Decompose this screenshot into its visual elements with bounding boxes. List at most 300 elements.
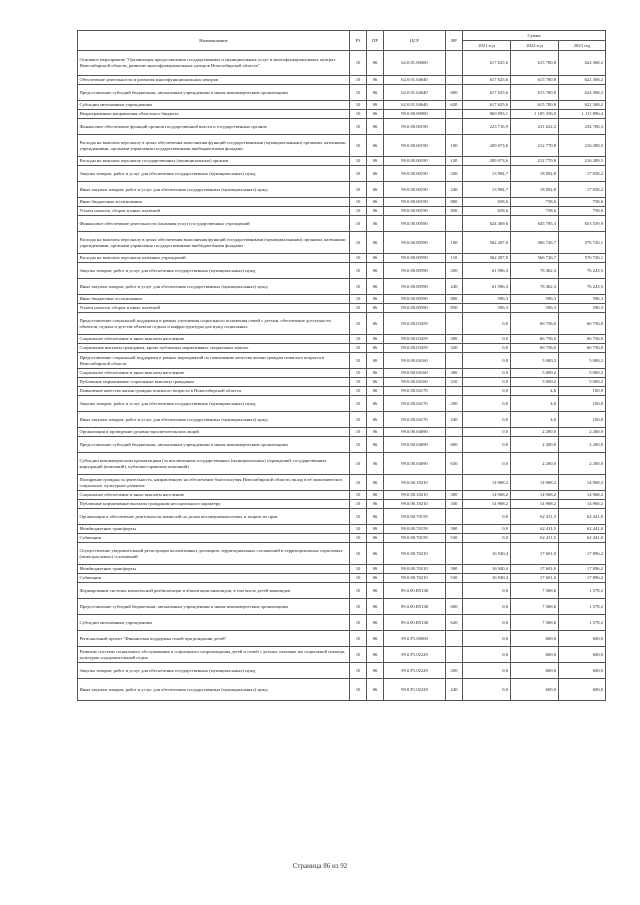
cell-rz: 10 [350, 500, 367, 509]
cell-csr: 99.0.00.18210 [384, 500, 446, 509]
cell-pr: 06 [367, 500, 384, 509]
cell-pr: 06 [367, 232, 384, 254]
cell-vr: 620 [446, 615, 463, 631]
cell-pr: 06 [367, 437, 384, 453]
cell-year-3: 622 368,2 [559, 76, 606, 85]
table-row [78, 216, 606, 232]
cell-vr: 850 [446, 304, 463, 313]
cell-csr: 99.0.00.R5140 [384, 615, 446, 631]
cell-vr: 300 [446, 335, 463, 344]
cell-pr: 06 [367, 101, 384, 110]
table-row [78, 157, 606, 166]
table-row [78, 335, 606, 344]
cell-pr: 06 [367, 157, 384, 166]
cell-pr: 06 [367, 599, 384, 615]
cell-year-1: 562 287,0 [463, 232, 511, 254]
cell-rz: 10 [350, 679, 367, 701]
cell-csr: 99.0.00.00590 [384, 216, 446, 232]
cell-year-1: 13 984,7 [463, 182, 511, 198]
cell-vr: 620 [446, 101, 463, 110]
cell-pr: 06 [367, 76, 384, 85]
cell-vr: 110 [446, 254, 463, 263]
cell-year-2: 4,6 [511, 396, 559, 412]
cell-vr: 200 [446, 263, 463, 279]
cell-year-3: 596,3 [559, 304, 606, 313]
table-row [78, 647, 606, 663]
table-row [78, 543, 606, 565]
cell-year-3: 2 200,0 [559, 453, 606, 475]
cell-vr [446, 110, 463, 119]
cell-name: Закупка товаров, работ и услуг для обеспечения государственных (муниципальных) нужд [78, 663, 350, 679]
cell-vr: 200 [446, 396, 463, 412]
cell-rz: 10 [350, 453, 367, 475]
cell-pr: 06 [367, 216, 384, 232]
cell-name: Социальное обеспечение и иные выплаты населению [78, 335, 350, 344]
cell-rz: 10 [350, 263, 367, 279]
cell-year-1: 0,0 [463, 353, 511, 369]
cell-vr [446, 543, 463, 565]
cell-year-1: 0,0 [463, 647, 511, 663]
cell-year-3: 2 200,0 [559, 437, 606, 453]
cell-year-1: 14 968,2 [463, 491, 511, 500]
cell-pr: 06 [367, 647, 384, 663]
cell-rz: 10 [350, 254, 367, 263]
cell-year-2: 62 411,5 [511, 534, 559, 543]
cell-year-3: 600,0 [559, 631, 606, 647]
cell-vr: 240 [446, 412, 463, 428]
cell-year-3: 62 441,0 [559, 534, 606, 543]
cell-name: Публичные нормативные выплаты гражданам несоциального характера [78, 500, 350, 509]
cell-name: Развитие системы социального обслуживания и социального сопровождения детей и семей с детьми, оказание им социальной помощи, культурно-оздоровительный отдых [78, 647, 350, 663]
cell-year-1: 0,0 [463, 412, 511, 428]
table-row [78, 344, 606, 353]
cell-rz: 10 [350, 378, 367, 387]
cell-year-1: 0,0 [463, 313, 511, 335]
cell-year-1: 562 287,0 [463, 254, 511, 263]
cell-vr [446, 647, 463, 663]
cell-name: Основное мероприятие "Организация предоставления государственных и муниципальных услуг в многофункциональных центрах Новосибирской области, развитие многофункциональных центров Новосибирской области" [78, 51, 350, 76]
cell-year-1: 14 968,2 [463, 500, 511, 509]
cell-name: Предоставление социальной поддержки в рамках мероприятий по повышению качества жизни граждан пожилого возраста в Новосибирской области [78, 353, 350, 369]
cell-pr: 06 [367, 166, 384, 182]
cell-year-2: 17 601,0 [511, 565, 559, 574]
cell-vr [446, 51, 463, 76]
cell-year-2: 78 462,3 [511, 263, 559, 279]
cell-csr: 99.0.00.70210 [384, 565, 446, 574]
cell-vr: 100 [446, 135, 463, 157]
cell-vr [446, 353, 463, 369]
cell-vr: 200 [446, 166, 463, 182]
cell-year-3: 76 243,5 [559, 263, 606, 279]
cell-pr: 06 [367, 198, 384, 207]
cell-year-1: 617 625,6 [463, 51, 511, 76]
cell-csr: 99.0.00.04160 [384, 369, 446, 378]
cell-name: Закупка товаров, работ и услуг для обеспечения государственных (муниципальных) нужд [78, 263, 350, 279]
cell-vr [446, 119, 463, 135]
header-name: Наименование [78, 31, 350, 51]
cell-year-2: 7 366,6 [511, 599, 559, 615]
cell-year-3: 5 000,2 [559, 369, 606, 378]
cell-rz: 10 [350, 344, 367, 353]
cell-year-2: 758,6 [511, 207, 559, 216]
cell-csr: 99.0.00.03459 [384, 344, 446, 353]
cell-year-1: 0,0 [463, 631, 511, 647]
table-row [78, 574, 606, 583]
cell-year-3: 66 756,0 [559, 335, 606, 344]
cell-rz: 10 [350, 491, 367, 500]
cell-pr: 06 [367, 631, 384, 647]
header-pr: ПР [367, 31, 384, 51]
cell-year-2: 758,6 [511, 198, 559, 207]
cell-rz: 10 [350, 663, 367, 679]
table-row [78, 304, 606, 313]
cell-vr [446, 631, 463, 647]
cell-rz: 10 [350, 534, 367, 543]
cell-year-1: 16 940,4 [463, 565, 511, 574]
cell-csr: 99.0.00.00190 [384, 182, 446, 198]
cell-year-3: 66 756,0 [559, 344, 606, 353]
cell-year-2: 14 968,2 [511, 491, 559, 500]
table-row [78, 135, 606, 157]
table-row [78, 101, 606, 110]
cell-name: Иные закупки товаров, работ и услуг для обеспечения государственных (муниципальных) нужд [78, 279, 350, 295]
cell-name: Предоставление субсидий бюджетным, автономным учреждениям и иным некоммерческим организациям [78, 437, 350, 453]
cell-year-1: 0,0 [463, 534, 511, 543]
cell-pr: 06 [367, 182, 384, 198]
cell-name: Организация и проведение духовно-просветительских акций [78, 428, 350, 437]
cell-csr: 99.0.00.00190 [384, 119, 446, 135]
header-rz: РЗ [350, 31, 367, 51]
cell-year-2: 212 770,8 [511, 135, 559, 157]
table-row [78, 412, 606, 428]
cell-name: Осуществление уведомительной регистрации коллективных договоров, территориальных соглашений и территориальных отраслевых (межотраслевых) соглашений [78, 543, 350, 565]
cell-year-2: 66 756,0 [511, 335, 559, 344]
cell-year-3: 14 968,2 [559, 491, 606, 500]
cell-year-3: 600,0 [559, 663, 606, 679]
table-row [78, 509, 606, 525]
cell-name: Региональный проект "Финансовая поддержка семей при рождении детей" [78, 631, 350, 647]
cell-pr: 06 [367, 509, 384, 525]
cell-name: Организация и обеспечение деятельности комиссий по делам несовершеннолетних и защите их прав [78, 509, 350, 525]
cell-rz: 10 [350, 335, 367, 344]
cell-csr: 99.0.00.00590 [384, 279, 446, 295]
cell-year-3: 216 289,5 [559, 157, 606, 166]
cell-year-1: 0,0 [463, 369, 511, 378]
cell-year-2: 600,0 [511, 631, 559, 647]
table-row [78, 76, 606, 85]
table-row [78, 500, 606, 509]
table-row [78, 437, 606, 453]
cell-pr: 06 [367, 51, 384, 76]
cell-year-1: 0,0 [463, 599, 511, 615]
cell-year-3: 622 368,2 [559, 101, 606, 110]
cell-year-1: 596,3 [463, 304, 511, 313]
cell-name: Предоставление социальной поддержки в рамках улучшения социального положения семей с детьми, обеспечение доступности объектов, отдыха и детства объектов отдыха и инфраструктуры для нужд социальных [78, 313, 350, 335]
cell-csr: 99.0.P1.02229 [384, 679, 446, 701]
cell-pr: 06 [367, 565, 384, 574]
cell-year-2: 1 105 356,0 [511, 110, 559, 119]
table-row [78, 353, 606, 369]
cell-csr: 99.0.00.00190 [384, 207, 446, 216]
cell-rz: 10 [350, 369, 367, 378]
cell-year-2: 62 411,5 [511, 525, 559, 534]
cell-rz: 10 [350, 135, 367, 157]
cell-vr: 320 [446, 344, 463, 353]
cell-pr: 06 [367, 344, 384, 353]
cell-name: Субсидии некоммерческим организациям (за исключением государственных (муниципальных) учреждений, государственных корпораций (компаний), публично-правовых компаний) [78, 453, 350, 475]
cell-pr: 06 [367, 119, 384, 135]
table-row [78, 453, 606, 475]
cell-year-2: 18 092,8 [511, 182, 559, 198]
cell-rz: 10 [350, 437, 367, 453]
table-row [78, 387, 606, 396]
cell-name: Социальное обеспечение и иные выплаты населению [78, 369, 350, 378]
cell-pr: 06 [367, 453, 384, 475]
cell-csr: 99.0.00.04690 [384, 437, 446, 453]
cell-year-3: 758,6 [559, 207, 606, 216]
header-vr: ВР [446, 31, 463, 51]
table-row [78, 110, 606, 119]
cell-year-3: 1 578,2 [559, 583, 606, 599]
cell-year-3: 17 658,2 [559, 166, 606, 182]
cell-year-3: 600,0 [559, 647, 606, 663]
cell-pr: 06 [367, 207, 384, 216]
cell-year-2: 4,6 [511, 387, 559, 396]
cell-year-3: 5 000,2 [559, 353, 606, 369]
cell-name: Социальные выплаты гражданам, кроме публичных нормативных социальных выплат [78, 344, 350, 353]
table-row [78, 254, 606, 263]
cell-pr: 06 [367, 263, 384, 279]
cell-year-3: 600,0 [559, 679, 606, 701]
cell-name: Уплата налогов, сборов и иных платежей [78, 207, 350, 216]
cell-year-2: 212 770,8 [511, 157, 559, 166]
cell-name: Расходы на выплаты персоналу государственных (муниципальных) органов [78, 157, 350, 166]
cell-csr: 99.0.P1.02229 [384, 663, 446, 679]
cell-year-2: 615 780,8 [511, 85, 559, 101]
table-row [78, 295, 606, 304]
cell-rz: 10 [350, 574, 367, 583]
cell-pr: 06 [367, 110, 384, 119]
cell-rz: 10 [350, 428, 367, 437]
cell-year-1: 0,0 [463, 437, 511, 453]
cell-pr: 06 [367, 295, 384, 304]
table-row [78, 198, 606, 207]
cell-vr: 500 [446, 565, 463, 574]
cell-year-3: 622 368,2 [559, 85, 606, 101]
cell-csr: 99.0.00.04690 [384, 428, 446, 437]
cell-year-1: 0,0 [463, 525, 511, 534]
cell-pr: 06 [367, 387, 384, 396]
cell-csr: 62.0.01.04640 [384, 85, 446, 101]
cell-pr: 06 [367, 304, 384, 313]
cell-rz: 10 [350, 295, 367, 304]
table-row [78, 182, 606, 198]
table-row [78, 263, 606, 279]
cell-vr: 300 [446, 491, 463, 500]
cell-vr: 530 [446, 534, 463, 543]
cell-year-2: 596,3 [511, 295, 559, 304]
header-year-3: 2023 год [559, 41, 606, 51]
cell-pr: 06 [367, 396, 384, 412]
cell-rz: 10 [350, 182, 367, 198]
cell-year-3: 62 441,0 [559, 525, 606, 534]
cell-rz: 10 [350, 216, 367, 232]
table-row [78, 85, 606, 101]
cell-year-3: 234 706,3 [559, 119, 606, 135]
cell-vr [446, 475, 463, 491]
cell-pr: 06 [367, 525, 384, 534]
cell-year-1: 0,0 [463, 663, 511, 679]
cell-vr [446, 583, 463, 599]
cell-year-2: 600,0 [511, 679, 559, 701]
cell-name: Иные бюджетные ассигнования [78, 198, 350, 207]
cell-vr: 100 [446, 232, 463, 254]
cell-pr: 06 [367, 679, 384, 701]
cell-csr: 99.0.00.70210 [384, 543, 446, 565]
cell-year-3: 2 200,0 [559, 428, 606, 437]
cell-year-1: 617 625,6 [463, 101, 511, 110]
cell-rz: 10 [350, 76, 367, 85]
cell-csr: 99.0.00.00590 [384, 254, 446, 263]
cell-year-2: 615 780,8 [511, 76, 559, 85]
cell-year-2: 17 601,0 [511, 574, 559, 583]
cell-year-3: 1 111 896,4 [559, 110, 606, 119]
cell-name: Иные закупки товаров, работ и услуг для обеспечения государственных (муниципальных) нужд [78, 182, 350, 198]
cell-name: Иные бюджетные ассигнования [78, 295, 350, 304]
cell-name: Предоставление субсидий бюджетным, автономным учреждениям и иным некоммерческим организациям [78, 599, 350, 615]
cell-pr: 06 [367, 475, 384, 491]
cell-rz: 10 [350, 85, 367, 101]
cell-csr: 99.0.00.00190 [384, 198, 446, 207]
cell-year-1: 209 073,6 [463, 135, 511, 157]
cell-name: Финансовое обеспечение функций органов государственной власти и государственных органов [78, 119, 350, 135]
table-row [78, 279, 606, 295]
cell-csr: 99.0.00.04170 [384, 412, 446, 428]
cell-rz: 10 [350, 475, 367, 491]
cell-name: Расходы на выплаты персоналу казенных учреждений [78, 254, 350, 263]
cell-year-2: 66 756,0 [511, 344, 559, 353]
cell-csr: 99.0.00.04160 [384, 353, 446, 369]
table-row [78, 166, 606, 182]
cell-rz: 10 [350, 110, 367, 119]
cell-year-1: 617 625,6 [463, 76, 511, 85]
cell-year-2: 17 601,0 [511, 543, 559, 565]
cell-year-1: 0,0 [463, 335, 511, 344]
cell-year-3: 1 578,2 [559, 615, 606, 631]
cell-rz: 10 [350, 198, 367, 207]
header-year-2: 2022 год [511, 41, 559, 51]
cell-year-1: 223 716,9 [463, 119, 511, 135]
cell-vr [446, 76, 463, 85]
cell-year-2: 4,6 [511, 412, 559, 428]
cell-pr: 06 [367, 313, 384, 335]
cell-rz: 10 [350, 525, 367, 534]
cell-pr: 06 [367, 353, 384, 369]
page-number: Страница 86 из 92 [292, 862, 348, 870]
cell-year-3: 596,3 [559, 295, 606, 304]
cell-csr: 99.0.00.04170 [384, 396, 446, 412]
cell-year-1: 61 586,3 [463, 263, 511, 279]
cell-year-2: 18 092,8 [511, 166, 559, 182]
table-row [78, 232, 606, 254]
cell-vr: 200 [446, 663, 463, 679]
cell-vr: 800 [446, 295, 463, 304]
cell-name: Поощрение граждан за деятельность, направленную на обеспечение благополучия Новосибирской области, вклад в её экономическое, социальное, культурное развитие [78, 475, 350, 491]
cell-year-2: 600,0 [511, 663, 559, 679]
cell-year-1: 624 469,6 [463, 216, 511, 232]
cell-rz: 10 [350, 412, 367, 428]
cell-year-2: 600,0 [511, 647, 559, 663]
cell-pr: 06 [367, 279, 384, 295]
cell-rz: 10 [350, 232, 367, 254]
cell-csr: 99.0.00.04170 [384, 387, 446, 396]
cell-pr: 06 [367, 583, 384, 599]
cell-csr: 99.0.P1.02229 [384, 647, 446, 663]
cell-name: Публичные нормативные социальные выплаты гражданам [78, 378, 350, 387]
cell-vr: 530 [446, 574, 463, 583]
cell-name: Социальное обеспечение и иные выплаты населению [78, 491, 350, 500]
cell-year-3: 100,0 [559, 396, 606, 412]
cell-rz: 10 [350, 583, 367, 599]
cell-csr: 99.0.00.04160 [384, 378, 446, 387]
cell-year-1: 0,0 [463, 378, 511, 387]
cell-csr: 99.0.00.00190 [384, 135, 446, 157]
cell-rz: 10 [350, 304, 367, 313]
cell-name: Субвенции [78, 534, 350, 543]
cell-pr: 06 [367, 574, 384, 583]
cell-csr: 99.0.P1.00000 [384, 631, 446, 647]
cell-rz: 10 [350, 565, 367, 574]
cell-name: Уплата налогов, сборов и иных платежей [78, 304, 350, 313]
table-row [78, 207, 606, 216]
cell-name: Закупка товаров, работ и услуг для обеспечения государственных (муниципальных) нужд [78, 166, 350, 182]
cell-year-1: 16 940,4 [463, 543, 511, 565]
table-row [78, 631, 606, 647]
cell-year-2: 14 968,2 [511, 475, 559, 491]
cell-year-3: 576 720,1 [559, 232, 606, 254]
cell-year-2: 645 785,3 [511, 216, 559, 232]
cell-csr: 99.0.00.00590 [384, 295, 446, 304]
cell-year-3: 17 658,2 [559, 182, 606, 198]
cell-year-2: 5 000,2 [511, 353, 559, 369]
cell-csr: 99.0.00.00190 [384, 166, 446, 182]
cell-vr: 600 [446, 437, 463, 453]
cell-csr: 99.0.00.18210 [384, 491, 446, 500]
cell-rz: 10 [350, 543, 367, 565]
cell-year-1: 0,0 [463, 453, 511, 475]
table-row [78, 428, 606, 437]
cell-csr: 99.0.00.03459 [384, 335, 446, 344]
cell-year-1: 0,0 [463, 428, 511, 437]
table-header [78, 31, 606, 51]
cell-pr: 06 [367, 369, 384, 378]
cell-rz: 10 [350, 166, 367, 182]
cell-year-2: 14 968,2 [511, 500, 559, 509]
cell-year-1: 0,0 [463, 583, 511, 599]
cell-vr: 330 [446, 500, 463, 509]
cell-rz: 10 [350, 101, 367, 110]
cell-vr: 240 [446, 279, 463, 295]
table-row [78, 583, 606, 599]
cell-year-2: 615 780,8 [511, 101, 559, 110]
cell-pr: 06 [367, 378, 384, 387]
table-row [78, 51, 606, 76]
cell-year-3: 14 968,2 [559, 500, 606, 509]
cell-pr: 06 [367, 491, 384, 500]
table-row [78, 525, 606, 534]
table-body [78, 51, 606, 701]
cell-name: Обеспечение деятельности и развития многофункциональных центров [78, 76, 350, 85]
